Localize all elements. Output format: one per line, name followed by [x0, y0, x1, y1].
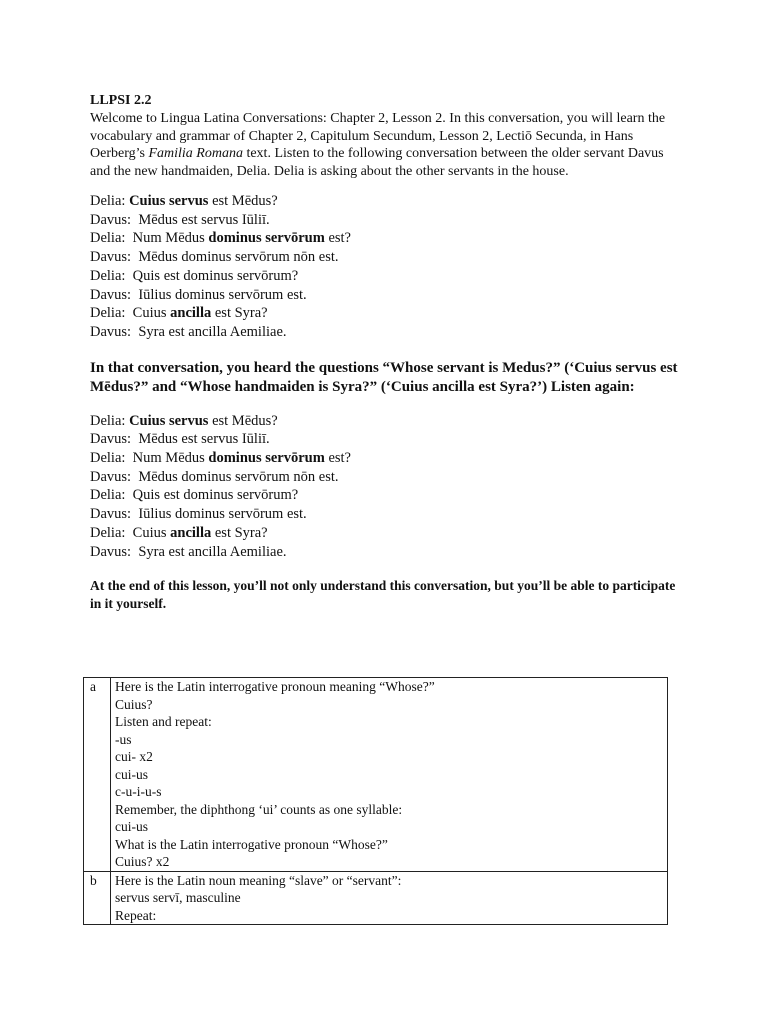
exercise-line: cui-us	[115, 819, 148, 834]
exercise-row	[84, 678, 668, 872]
dialogue-repeat	[90, 412, 680, 562]
dialogue-line-pre: Davus: Mēdus est servus Iūliī.	[90, 211, 270, 228]
dialogue-line-post: est?	[324, 450, 351, 467]
dialogue-line-pre: Davus: Syra est ancilla Aemiliae.	[90, 323, 287, 340]
exercise-row	[84, 871, 668, 925]
dialogue-line-bold: ancilla	[170, 305, 212, 322]
dialogue-line-pre: Delia:	[90, 193, 130, 209]
dialogue-line-pre: Delia: Quis est dominus servōrum?	[90, 487, 299, 504]
exercise-line: Here is the Latin noun meaning “slave” or “servant”:	[115, 872, 402, 888]
dialogue-line-pre: Delia:	[90, 412, 130, 429]
document-body	[90, 92, 680, 613]
exercise-line: c-u-i-u-s	[115, 784, 162, 799]
exercise-line: Cuius?	[115, 696, 153, 712]
exercise-letter: a	[84, 678, 111, 872]
dialogue-line	[90, 543, 680, 562]
dialogue-line	[90, 192, 680, 211]
dialogue-line-pre: Delia: Num Mēdus	[90, 450, 209, 467]
exercise-line: Cuius? x2	[115, 854, 170, 869]
intro-paragraph	[90, 110, 680, 180]
dialogue-line	[90, 524, 680, 543]
exercise-content	[111, 871, 668, 925]
exercise-line: What is the Latin interrogative pronoun “Whose?”	[115, 836, 388, 852]
dialogue-line	[90, 211, 680, 230]
exercise-letter: b	[84, 871, 111, 925]
exercise-line: Here is the Latin interrogative pronoun meaning “Whose?”	[115, 679, 435, 694]
exercise-line: cui-us	[115, 766, 148, 782]
dialogue-line-pre: Davus: Mēdus est servus Iūliī.	[90, 431, 270, 448]
dialogue-line	[90, 468, 680, 487]
dialogue-line	[90, 449, 680, 468]
dialogue-line-bold: ancilla	[170, 524, 212, 541]
closing-statement: At the end of this lesson, you’ll not only understand this conversation, but you’ll be able to participate in it yourself.	[90, 578, 676, 612]
exercise-table	[83, 677, 668, 925]
dialogue-line-post: est Mēdus?	[208, 193, 278, 209]
document-title: LLPSI 2.2	[90, 93, 152, 108]
dialogue-line	[90, 412, 680, 431]
intro-text-2: text. Listen to the following conversation between the older servant Davus and the new handmaiden, Delia. Delia is asking about the other servants in the house.	[90, 146, 664, 179]
dialogue-line-post: est?	[324, 230, 351, 247]
dialogue-line-bold: Cuius servus	[129, 412, 209, 429]
dialogue-line-bold: dominus servōrum	[208, 450, 325, 467]
dialogue-line-post: est Mēdus?	[208, 412, 278, 429]
dialogue-line-pre: Delia: Quis est dominus servōrum?	[90, 267, 299, 284]
dialogue-line	[90, 267, 680, 286]
exercise-line: Listen and repeat:	[115, 714, 212, 729]
exercise-line: -us	[115, 731, 132, 747]
dialogue-line-post: est Syra?	[211, 305, 268, 322]
dialogue-line-pre: Davus: Mēdus dominus servōrum nōn est.	[90, 249, 339, 266]
dialogue-line-post: est Syra?	[211, 524, 268, 541]
intro-text-1: Welcome to Lingua Latina Conversations: Chapter 2, Lesson 2. In this conversation, you will learn the vocabulary and grammar of Chapter 2, Capitulum Secundum, Lesson 2, Lectiō Secunda, in Hans Oerberg’s	[90, 111, 666, 161]
dialogue-line-pre: Davus: Iūlius dominus servōrum est.	[90, 506, 307, 523]
dialogue-line-pre: Davus: Syra est ancilla Aemiliae.	[90, 543, 287, 560]
dialogue-line	[90, 323, 680, 342]
dialogue-line	[90, 505, 680, 524]
exercise-line: cui- x2	[115, 749, 153, 764]
dialogue-line-bold: Cuius servus	[129, 193, 209, 209]
exercise-line: Repeat:	[115, 907, 157, 923]
dialogue-first	[90, 192, 680, 342]
dialogue-line	[90, 304, 680, 323]
dialogue-line-pre: Delia: Cuius	[90, 524, 171, 541]
dialogue-line-pre: Delia: Cuius	[90, 305, 171, 322]
dialogue-line-pre: Davus: Iūlius dominus servōrum est.	[90, 286, 307, 303]
book-title: Familia Romana	[148, 146, 243, 161]
dialogue-line-pre: Davus: Mēdus dominus servōrum nōn est.	[90, 468, 339, 485]
listen-again-prompt: In that conversation, you heard the questions “Whose servant is Medus?” (‘Cuius servus est Mēdus?” and “Whose handmaiden is Syra?” (‘Cuius ancilla est Syra?’) Listen again:	[90, 359, 678, 396]
dialogue-line-bold: dominus servōrum	[208, 230, 325, 247]
dialogue-line	[90, 286, 680, 305]
dialogue-line	[90, 248, 680, 267]
exercise-line: servus servī, masculine	[115, 890, 241, 905]
exercise-line: Remember, the diphthong ‘ui’ counts as one syllable:	[115, 801, 403, 817]
dialogue-line	[90, 430, 680, 449]
exercise-content	[111, 678, 668, 872]
dialogue-line	[90, 229, 680, 248]
dialogue-line-pre: Delia: Num Mēdus	[90, 230, 209, 247]
dialogue-line	[90, 486, 680, 505]
